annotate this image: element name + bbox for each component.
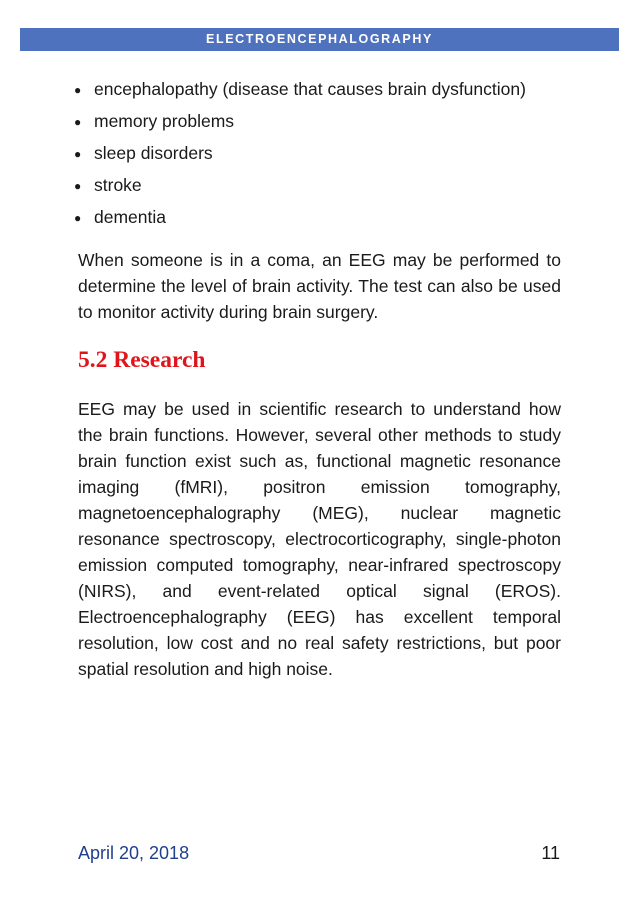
list-item — [74, 108, 561, 134]
list-item-text: memory problems — [94, 111, 235, 131]
list-item — [74, 140, 561, 166]
list-item-text: encephalopathy (disease that causes brain dysfunction) — [94, 79, 526, 99]
list-item — [74, 172, 561, 198]
list-item — [74, 76, 561, 102]
list-item-text: stroke — [94, 175, 142, 195]
list-item — [74, 204, 561, 230]
footer-date: April 20, 2018 — [78, 843, 190, 863]
section-heading: 5.2 Research — [78, 347, 206, 373]
list-item-text: dementia — [94, 207, 166, 227]
bullet-icon: ● — [74, 83, 82, 97]
bullet-icon: ● — [74, 211, 82, 225]
bullet-icon: ● — [74, 147, 82, 161]
condition-list — [74, 76, 561, 230]
bullet-icon: ● — [74, 115, 82, 129]
running-header-title: ELECTROENCEPHALOGRAPHY — [206, 32, 433, 46]
research-paragraph: EEG may be used in scientific research to understand how the brain functions. However, several other methods to study brain function exist such as, functional magnetic resonance imaging (fMRI), positron emission tomography, magnetoencephalography (MEG), nuclear magnetic resonance spectroscopy, electrocorticography, single-photon emission computed tomography, near-infrared spectroscopy (NIRS), and event-related optical signal (EROS). Electroencephalography (EEG) has excellent temporal resolution, low cost and no real safety restrictions, but poor spatial resolution and high noise. — [78, 399, 561, 679]
list-item-text: sleep disorders — [94, 143, 213, 163]
bullet-icon: ● — [74, 179, 82, 193]
page-content — [74, 76, 561, 682]
page-number: 11 — [541, 843, 560, 863]
running-header — [20, 28, 619, 51]
coma-paragraph: When someone is in a coma, an EEG may be performed to determine the level of brain activity. The test can also be used to monitor activity during brain surgery. — [78, 250, 561, 322]
